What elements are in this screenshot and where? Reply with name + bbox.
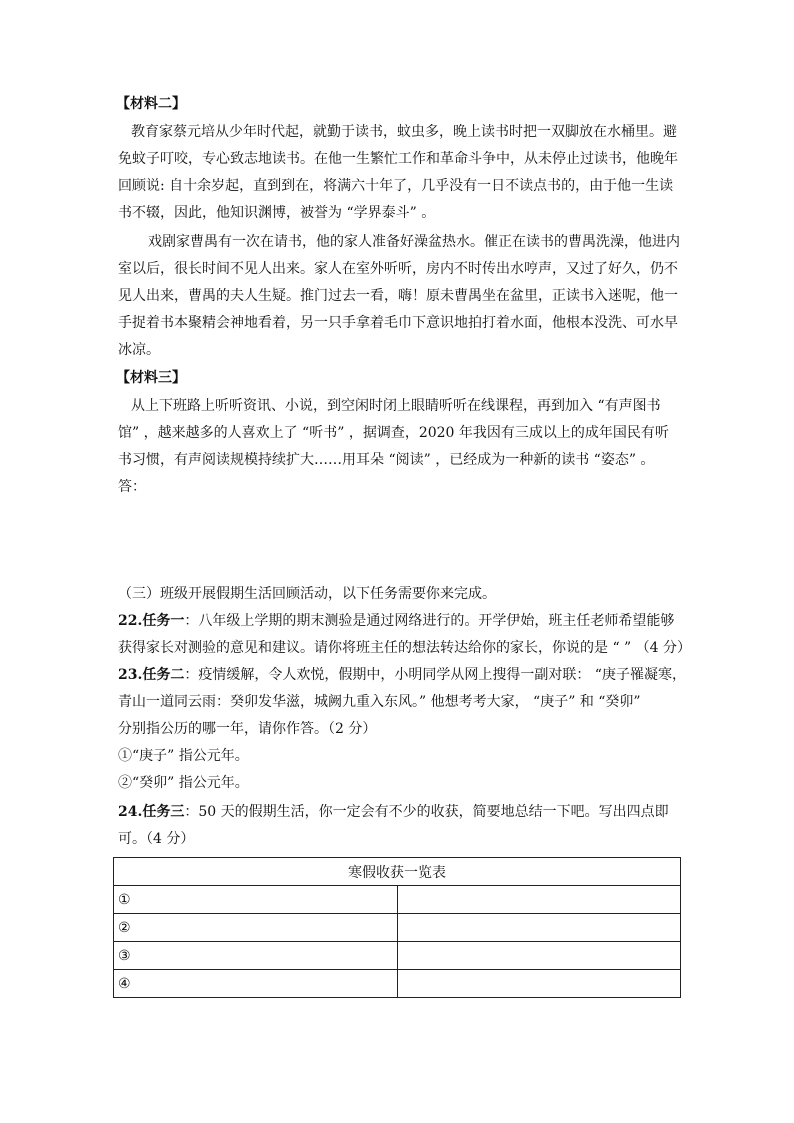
table-row [114,914,681,942]
q23-line1 [118,665,686,685]
q23-line3: 分别指公历的哪一年，请你作答。（2 分） [118,721,377,737]
q24-line2: 可。（4 分） [118,831,195,847]
material3-line: 从上下班路上听听资讯、小说，到空闲时闭上眼睛听听在线课程，再到加入 “有声图书 [131,398,661,414]
material2-line: 冰凉。 [118,342,160,358]
answer-label: 答： [118,479,146,495]
table-title-row [114,858,681,886]
q23-number: 23. [118,667,143,683]
material3-heading: 【材料三】 [116,370,186,386]
table-row [114,942,681,970]
q24-line1 [118,802,669,822]
harvest-table [113,857,681,998]
row-answer-cell[interactable] [397,886,681,914]
material3-line: 馆” ，越来越多的人喜欢上了 “听书” ，据调查，2020 年我因有三成以上的成年国民有听 [118,425,669,441]
q23-text: ：疫情缓解，令人欢悦，假期中，小明同学从网上搜得一副对联： “庚子罹凝寒， [184,667,686,683]
material2-line: 书不辍，因此，他知识渊博，被誉为 “学界泰斗” 。 [118,205,436,221]
row-number: ① [114,886,398,914]
q22-task: 任务一 [142,613,185,629]
q23-task: 任务二 [142,667,185,683]
material2-line: 免蚊子叮咬，专心致志地读书。在他一生繁忙工作和革命斗争中，从未停止过读书，他晚年 [118,151,678,167]
row-number: ③ [114,942,398,970]
material2-heading: 【材料二】 [116,96,186,112]
material2-line: 教育家蔡元培从少年时代起，就勤于读书，蚊虫多，晚上读书时把一双脚放在水桶里。避 [131,124,677,140]
q22-line2: 获得家长对测验的意见和建议。请你将班主任的想法转达给你的家长，你说的是 “ ” （4 分） [118,640,692,656]
material2-line: 戏剧家曹禺有一次在请书，他的家人准备好澡盆热水。催正在读书的曹禺洗澡，他进内 [148,234,680,250]
material2-line: 室以后，很长时间不见人出来。家人在室外听听，房内不时传出水哼声，又过了好久，仍不 [118,261,678,277]
row-answer-cell[interactable] [397,970,681,998]
row-answer-cell[interactable] [397,914,681,942]
row-number: ④ [114,970,398,998]
material3-line: 书习惯，有声阅读规模持续扩大……用耳朵 “阅读” ，已经成为一种新的读书 “姿态” 。 [118,452,655,468]
q22-text: ：八年级上学期的期末测验是通过网络进行的。开学伊始，班主任老师希望能够 [184,613,675,629]
row-answer-cell[interactable] [397,942,681,970]
material2-line: 手捉着书本聚精会神地看着，另一只手拿着毛巾下意识地拍打着水面，他根本没洗、可水早 [118,315,678,331]
row-number: ② [114,914,398,942]
section3-intro: （三）班级开展假期生活回顾活动，以下任务需要你来完成。 [118,586,496,602]
q24-task: 任务三 [142,804,185,820]
table-row [114,970,681,998]
q24-number: 24. [118,804,143,820]
q22-line1 [118,611,674,631]
q24-text: ：50 天的假期生活，你一定会有不少的收获，简要地总结一下吧。写出四点即 [184,804,669,820]
material2-line: 见人出来，曹禺的夫人生疑。推门过去一看，嗨！原未曹禺坐在盆里，正读书入迷呢，他一 [118,288,678,304]
q23-answer-1: ①“庚子” 指公元年。 [118,748,249,764]
table-title: 寒假收获一览表 [114,858,681,886]
table-row [114,886,681,914]
q23-line2: 青山一道同云雨：癸卯发华滋，城阙九重入东风。” 他想考考大家， “庚子” 和 “癸卯” [118,694,641,710]
material2-line: 回顾说: 自十余岁起，直到到在，将满六十年了，几乎没有一日不读点书的，由于他一生读 [118,178,674,194]
q22-number: 22. [118,613,143,629]
q23-answer-2: ②“癸卯” 指公元年。 [118,775,249,791]
